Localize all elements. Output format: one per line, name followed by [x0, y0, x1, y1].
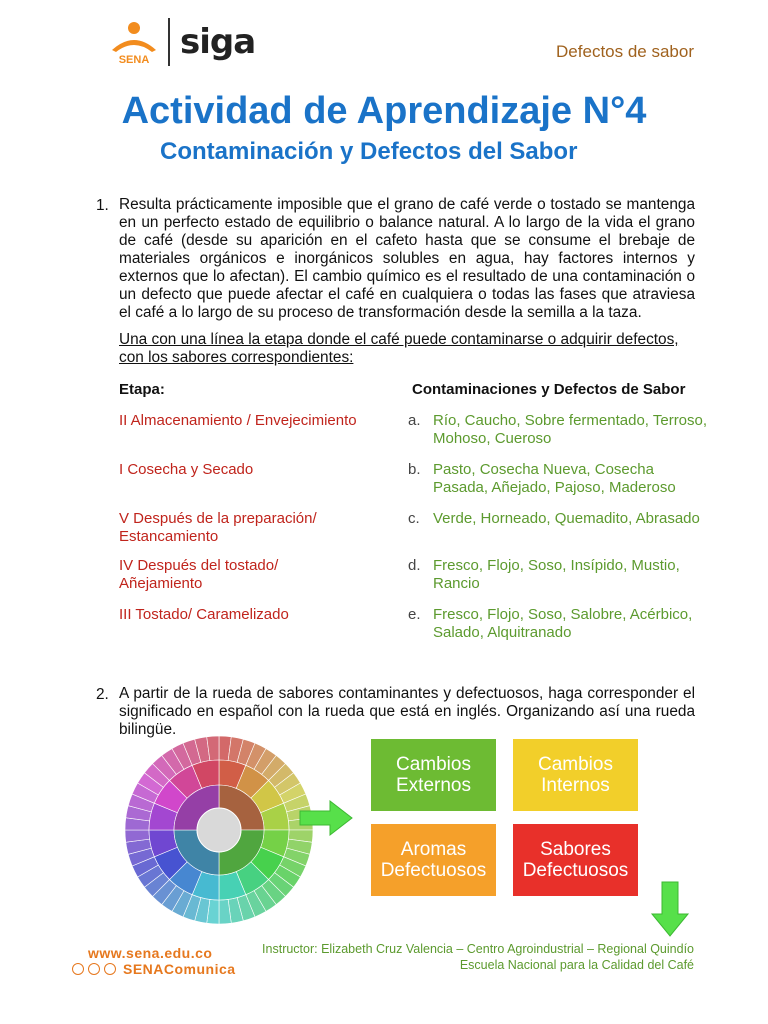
item2-paragraph: A partir de la rueda de sabores contaminantes y defectuosos, haga corresponder el significado en español con la rueda que está en inglés. Organizando así una rueda bilingüe.: [119, 685, 695, 738]
sena-logo-text: SENA: [118, 54, 150, 66]
twitter-icon[interactable]: [72, 963, 84, 975]
box-external-changes: Cambios Externos: [371, 739, 496, 811]
option-letter: b.: [408, 461, 421, 478]
stage-item: V Después de la preparación/ Estancamiento: [119, 510, 317, 545]
option-text: Fresco, Flojo, Soso, Salobre, Acérbico, Salado, Alquitranado: [433, 606, 693, 641]
stage-item: I Cosecha y Secado: [119, 461, 254, 478]
page-subtitle: Contaminación y Defectos del Sabor: [160, 138, 578, 165]
box-internal-changes: Cambios Internos: [513, 739, 638, 811]
siga-logo: siga: [180, 22, 256, 62]
youtube-icon[interactable]: [88, 963, 100, 975]
sena-logo: [108, 20, 160, 66]
option-letter: e.: [408, 606, 421, 623]
stage-item: IV Después del tostado/ Añejamiento: [119, 557, 279, 592]
option-text: Pasto, Cosecha Nueva, Cosecha Pasada, Añejado, Pajoso, Maderoso: [433, 461, 676, 496]
option-text: Río, Caucho, Sobre fermentado, Terroso, Mohoso, Cueroso: [433, 412, 708, 447]
option-text: Fresco, Flojo, Soso, Insípido, Mustio, Rancio: [433, 557, 680, 592]
stage-item: III Tostado/ Caramelizado: [119, 606, 289, 623]
item1-instruction: Una con una línea la etapa donde el café puede contaminarse o adquirir defectos, con los sabores correspondientes:: [119, 331, 679, 366]
footer-instructor: Instructor: Elizabeth Cruz Valencia – Centro Agroindustrial – Regional Quindío: [262, 942, 694, 956]
page-title: Actividad de Aprendizaje N°4: [121, 90, 647, 132]
item2-number: 2.: [96, 686, 109, 703]
stage-item: II Almacenamiento / Envejecimiento: [119, 412, 357, 429]
logo-divider: [168, 18, 170, 66]
facebook-icon[interactable]: [104, 963, 116, 975]
stage-header: Etapa:: [119, 381, 165, 398]
footer-school: Escuela Nacional para la Calidad del Café: [459, 958, 694, 972]
flavor-wheel-image: [124, 735, 314, 925]
footer-handle: SENAComunica: [123, 961, 236, 977]
footer-social: [72, 961, 236, 977]
option-letter: c.: [408, 510, 420, 527]
section-label: Defectos de sabor: [556, 42, 694, 61]
option-letter: a.: [408, 412, 421, 429]
item1-number: 1.: [96, 197, 109, 214]
box-defective-aromas: Aromas Defectuosos: [371, 824, 496, 896]
arrow-right-icon: [298, 798, 354, 838]
contamination-header: Contaminaciones y Defectos de Sabor: [412, 381, 686, 398]
option-text: Verde, Horneado, Quemadito, Abrasado: [433, 510, 700, 527]
footer-website[interactable]: www.sena.edu.co: [88, 945, 213, 961]
arrow-down-icon: [650, 880, 690, 938]
box-defective-flavors: Sabores Defectuosos: [513, 824, 638, 896]
item1-paragraph: Resulta prácticamente imposible que el grano de café verde o tostado se mantenga en un perfecto estado de equilibrio o balance natural. A lo largo de la vida el grano de café (desde su aparición en el cafeto hasta que se consume el brebaje de materiales orgánicos e inorgánicos solubles en agua, hay factores internos y externos que lo afectan). El cambio químico es el resultado de una contaminación o un defecto que puede afectar el café en cualquiera o todas las fases que atraviesa el café a lo largo de su proceso de transformación desde la semilla a la taza.: [119, 196, 695, 321]
option-letter: d.: [408, 557, 421, 574]
